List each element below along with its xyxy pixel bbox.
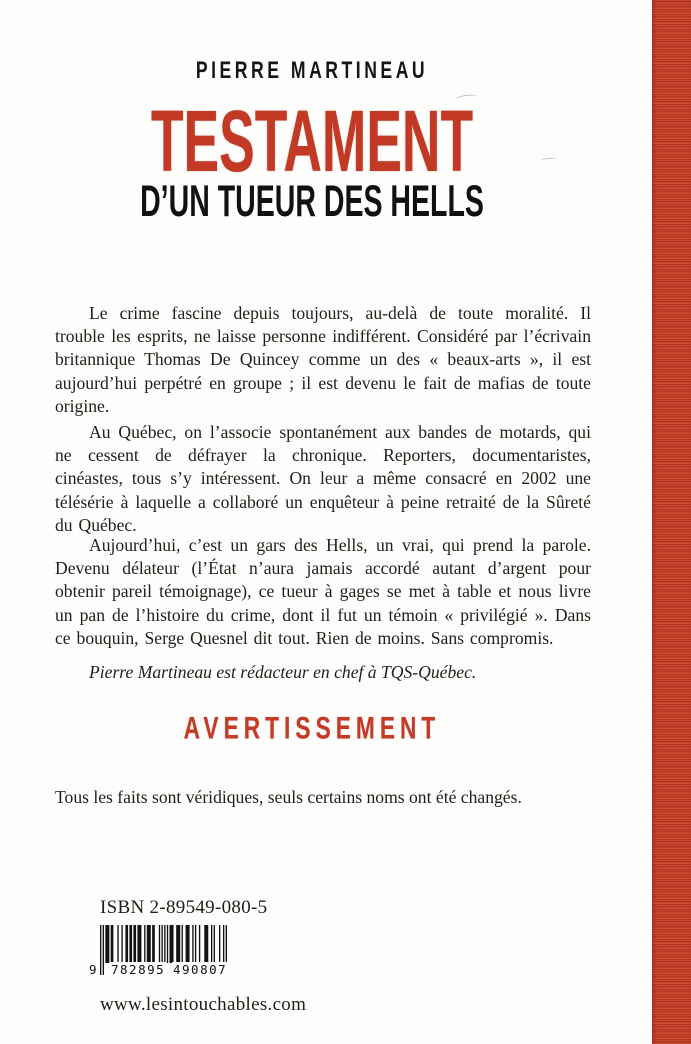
publisher-website: www.lesintouchables.com [100, 994, 307, 1015]
barcode-digits-left: 782895 [111, 962, 166, 977]
synopsis-paragraph-3: Aujourd’hui, c’est un gars des Hells, un vrai, qui prend la parole. Devenu délateur (l’État n’aura jamais accordé autant d’argent pour obtenir pareil témoignage), ce tueur à gages se met à table et nous livre un pan de l’histoire du crime, dont il fut un témoin « privilégié ». Dans ce bouquin, Serge Quesnel dit tout. Rien de moins. Sans compromis. [55, 534, 591, 649]
warning-heading: AVERTISSEMENT [183, 711, 441, 746]
author-bio-note: Pierre Martineau est rédacteur en chef à TQS-Québec. [89, 662, 477, 682]
barcode-digits-right: 490807 [173, 962, 228, 977]
barcode-digits [88, 962, 238, 977]
isbn-label: ISBN 2-89549-080-5 [100, 897, 268, 918]
synopsis-paragraph-2: Au Québec, on l’associe spontanément aux bandes de motards, qui ne cessent de défrayer la chronique. Reporters, documentaristes, cinéastes, tous s’y intéressent. On leur a même consacré en 2002 une télésérie à laquelle a collaboré un enquêteur à peine retraité de la Sûreté du Québec. [55, 421, 591, 536]
warning-text: Tous les faits sont véridiques, seuls certains noms ont été changés. [55, 787, 522, 807]
book-title: TESTAMENT [150, 93, 474, 191]
book-subtitle: D’UN TUEUR DES HELLS [140, 176, 484, 226]
synopsis-paragraph-1: Le crime fascine depuis toujours, au-delà de toute moralité. Il trouble les esprits, ne laisse personne indifférent. Considéré par l’écrivain britannique Thomas De Quincey comme un des « beaux-arts », il est aujourd’hui perpétré en groupe ; il est devenu le fait de mafias de toute origine. [55, 302, 591, 417]
barcode-digit-lead: 9 [89, 962, 97, 977]
red-spine-band [652, 0, 691, 1044]
ean13-barcode [88, 925, 238, 987]
author-name: PIERRE MARTINEAU [195, 58, 429, 84]
